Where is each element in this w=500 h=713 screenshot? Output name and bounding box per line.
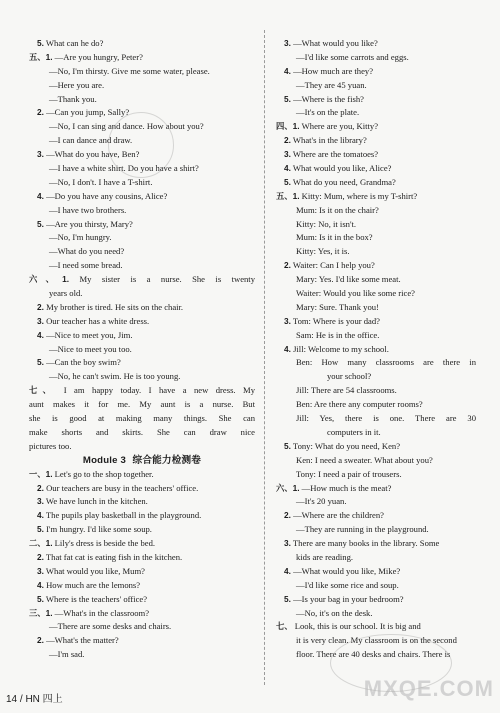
item-text: Kitty: No, it isn't. bbox=[296, 218, 357, 229]
item-text: Mary: Yes. I'd like some meat. bbox=[296, 274, 401, 285]
item-text: Jill: Welcome to my school. bbox=[290, 343, 389, 354]
item-text: Tom: Where is your dad? bbox=[290, 315, 380, 326]
text-line bbox=[276, 218, 476, 232]
text-line bbox=[276, 301, 476, 315]
item-text: —I have a white shirt. Do you have a shirt? bbox=[49, 163, 199, 174]
text-line bbox=[29, 315, 255, 329]
item-text: —No, it's on the desk. bbox=[296, 607, 373, 618]
text-line bbox=[276, 593, 476, 607]
item-text: —It's 20 yuan. bbox=[296, 496, 347, 507]
text-line bbox=[276, 454, 476, 468]
text-line bbox=[29, 620, 255, 634]
item-number: 七、 bbox=[276, 621, 293, 632]
text-line bbox=[29, 495, 255, 509]
item-text: —Do you have any cousins, Alice? bbox=[43, 190, 168, 201]
text-line bbox=[276, 398, 476, 412]
text-line bbox=[276, 120, 476, 134]
item-text: —I need some bread. bbox=[49, 260, 123, 271]
item-number: 六、1. bbox=[276, 482, 300, 493]
item-number: 5. bbox=[37, 524, 44, 535]
item-text: Our teacher has a white dress. bbox=[43, 315, 150, 326]
text-line bbox=[276, 204, 476, 218]
item-text: —What would you like, Mike? bbox=[290, 565, 401, 576]
text-line bbox=[276, 176, 476, 190]
column-divider bbox=[264, 30, 265, 685]
text-line bbox=[29, 551, 255, 565]
watermark: MXQE.COM bbox=[363, 676, 494, 701]
text-line bbox=[276, 551, 476, 565]
text-line bbox=[276, 620, 476, 634]
item-text: Our teachers are busy in the teachers' office. bbox=[43, 482, 199, 493]
item-text: Let's go to the shop together. bbox=[52, 468, 154, 479]
item-number: 5. bbox=[284, 593, 291, 604]
item-number: 5. bbox=[284, 176, 291, 187]
item-text: What can he do? bbox=[43, 38, 104, 48]
item-text: Look, this is our school. It is big and bbox=[292, 621, 421, 632]
item-number: 5. bbox=[37, 218, 44, 229]
text-line bbox=[276, 509, 476, 523]
text-line bbox=[276, 259, 476, 273]
item-number: 2. bbox=[37, 482, 44, 493]
text-line bbox=[29, 607, 255, 621]
item-text: —How much is the meat? bbox=[299, 482, 392, 493]
text-line bbox=[276, 523, 476, 537]
item-text: My sister is a nurse. She is twenty bbox=[69, 274, 255, 285]
text-line bbox=[276, 468, 476, 482]
item-number: 4. bbox=[37, 329, 44, 340]
item-number: 4. bbox=[284, 65, 291, 76]
text-line bbox=[29, 370, 255, 384]
text-line bbox=[29, 440, 255, 454]
item-text: —Nice to meet you, Jim. bbox=[43, 329, 133, 340]
text-line bbox=[276, 231, 476, 245]
item-text: make shorts and skirts. She can draw nice bbox=[29, 426, 255, 437]
item-text: The pupils play basketball in the playground. bbox=[43, 510, 202, 521]
item-number: 3. bbox=[37, 496, 44, 507]
text-line bbox=[29, 245, 255, 259]
text-line bbox=[29, 384, 255, 398]
text-line bbox=[276, 384, 476, 398]
text-line bbox=[29, 190, 255, 204]
item-number: 4. bbox=[284, 343, 291, 354]
item-text: it is very clean. My classroom is on the second bbox=[296, 635, 457, 646]
item-text: Mum: Is it in the box? bbox=[296, 232, 373, 243]
text-line bbox=[276, 79, 476, 93]
text-line bbox=[29, 482, 255, 496]
text-line bbox=[276, 287, 476, 301]
item-number: 5. bbox=[284, 440, 291, 451]
text-line bbox=[29, 231, 255, 245]
text-line bbox=[29, 301, 255, 315]
text-line bbox=[276, 370, 476, 384]
item-number: 2. bbox=[284, 135, 291, 146]
item-text: Ben: Are there any computer rooms? bbox=[296, 399, 423, 410]
item-text: —No, I'm thirsty. Give me some water, please. bbox=[49, 65, 210, 76]
item-text: That fat cat is eating fish in the kitchen. bbox=[43, 551, 183, 562]
item-text: —No, I'm hungry. bbox=[49, 232, 112, 243]
text-line bbox=[276, 329, 476, 343]
text-line bbox=[276, 51, 476, 65]
item-number: 4. bbox=[37, 190, 44, 201]
text-line bbox=[29, 356, 255, 370]
item-text: Waiter: Can I help you? bbox=[290, 260, 375, 271]
item-text: —No, he can't swim. He is too young. bbox=[49, 371, 181, 382]
item-text: —What would you like? bbox=[290, 38, 378, 48]
text-line bbox=[276, 93, 476, 107]
text-line bbox=[276, 315, 476, 329]
item-number: 3. bbox=[37, 315, 44, 326]
item-number: 2. bbox=[284, 510, 291, 521]
text-line bbox=[29, 204, 255, 218]
text-line bbox=[29, 37, 255, 51]
item-number: 2. bbox=[37, 301, 44, 312]
item-text: Mary: Sure. Thank you! bbox=[296, 301, 379, 312]
item-text: —It's on the plate. bbox=[296, 107, 360, 118]
item-text: Tony: I need a pair of trousers. bbox=[296, 468, 402, 479]
text-line bbox=[276, 440, 476, 454]
item-text: What do you need, Grandma? bbox=[290, 176, 396, 187]
item-number: 3. bbox=[37, 149, 44, 160]
item-number: 四、1. bbox=[276, 121, 300, 132]
text-line bbox=[276, 426, 476, 440]
item-text: she is good at making many things. She can bbox=[29, 413, 255, 424]
item-text: floor. There are 40 desks and chairs. There is bbox=[296, 649, 451, 660]
item-number: 二、1. bbox=[29, 538, 53, 549]
text-line bbox=[276, 190, 476, 204]
text-line bbox=[276, 537, 476, 551]
text-line bbox=[29, 634, 255, 648]
text-line bbox=[29, 259, 255, 273]
item-text: your school? bbox=[327, 371, 372, 382]
item-text: Ken: I need a sweater. What about you? bbox=[296, 454, 433, 465]
item-number: 5. bbox=[37, 593, 44, 604]
text-line bbox=[29, 523, 255, 537]
module-title: 综合能力检测卷 bbox=[132, 454, 202, 466]
text-line bbox=[29, 51, 255, 65]
item-text: Jill: There are 54 classrooms. bbox=[296, 385, 397, 396]
item-number: 六、1. bbox=[29, 274, 70, 285]
text-line bbox=[276, 148, 476, 162]
item-text: —They are 45 yuan. bbox=[296, 79, 367, 90]
item-number: 五、1. bbox=[29, 51, 53, 62]
text-line bbox=[29, 454, 255, 468]
item-text: —Here you are. bbox=[49, 79, 105, 90]
page-footer: 14 / HN 四上 bbox=[6, 694, 63, 705]
text-line bbox=[276, 65, 476, 79]
item-text: —What do you have, Ben? bbox=[43, 149, 140, 160]
item-number: 三、1. bbox=[29, 607, 53, 618]
text-line bbox=[29, 273, 255, 287]
item-number: 2. bbox=[37, 107, 44, 118]
item-text: I am happy today. I have a new dress. My bbox=[56, 385, 255, 396]
item-text: Lily's dress is beside the bed. bbox=[52, 538, 156, 549]
item-text: What would you like, Mum? bbox=[43, 565, 145, 576]
item-number: 3. bbox=[37, 565, 44, 576]
text-line bbox=[276, 245, 476, 259]
item-text: —I'm sad. bbox=[49, 649, 85, 660]
item-text: Mum: Is it on the chair? bbox=[296, 204, 379, 215]
item-text: —Where is the fish? bbox=[290, 93, 364, 104]
item-text: —I can dance and draw. bbox=[49, 135, 133, 146]
item-text: —Is your bag in your bedroom? bbox=[290, 593, 404, 604]
item-text: —Thank you. bbox=[49, 93, 97, 104]
text-line bbox=[276, 134, 476, 148]
item-number: 一、1. bbox=[29, 468, 53, 479]
item-text: aunt makes it for me. My aunt is a nurse. But bbox=[29, 399, 255, 410]
item-number: 2. bbox=[284, 260, 291, 271]
module-label: Module 3 bbox=[82, 454, 127, 466]
item-text: kids are reading. bbox=[296, 551, 354, 562]
item-text: Waiter: Would you like some rice? bbox=[296, 288, 415, 299]
item-number: 5. bbox=[37, 38, 44, 48]
item-number: 4. bbox=[37, 579, 44, 590]
text-line bbox=[29, 329, 255, 343]
item-text: —No, I don't. I have a T-shirt. bbox=[49, 176, 153, 187]
item-text: Kitty: Mum, where is my T-shirt? bbox=[299, 190, 418, 201]
item-number: 4. bbox=[37, 510, 44, 521]
text-line bbox=[29, 565, 255, 579]
text-line bbox=[29, 509, 255, 523]
item-text: —What's the matter? bbox=[43, 635, 119, 646]
item-text: We have lunch in the kitchen. bbox=[43, 496, 148, 507]
item-number: 3. bbox=[284, 315, 291, 326]
text-line bbox=[29, 65, 255, 79]
item-number: 3. bbox=[284, 38, 291, 48]
item-text: Where are you, Kitty? bbox=[299, 121, 379, 132]
text-line bbox=[29, 648, 255, 662]
text-line bbox=[29, 79, 255, 93]
item-text: —How much are they? bbox=[290, 65, 374, 76]
item-number: 五、1. bbox=[276, 190, 300, 201]
text-line bbox=[276, 343, 476, 357]
text-line bbox=[276, 495, 476, 509]
item-number: 七、 bbox=[29, 385, 57, 396]
text-line bbox=[29, 537, 255, 551]
text-line bbox=[276, 482, 476, 496]
text-line bbox=[29, 343, 255, 357]
text-line bbox=[29, 426, 255, 440]
item-text: Sam: He is in the office. bbox=[296, 329, 380, 340]
stamp-mark-left bbox=[108, 112, 174, 178]
item-text: —They are running in the playground. bbox=[296, 524, 429, 535]
text-line bbox=[276, 162, 476, 176]
item-text: How much are the lemons? bbox=[43, 579, 141, 590]
item-number: 2. bbox=[37, 551, 44, 562]
text-line bbox=[276, 412, 476, 426]
text-line bbox=[29, 412, 255, 426]
item-text: What's in the library? bbox=[290, 135, 367, 146]
text-line bbox=[29, 468, 255, 482]
text-line bbox=[29, 398, 255, 412]
text-line bbox=[276, 565, 476, 579]
item-number: 5. bbox=[37, 357, 44, 368]
item-text: —Nice to meet you too. bbox=[49, 343, 132, 354]
item-text: Tony: What do you need, Ken? bbox=[290, 440, 401, 451]
text-line bbox=[29, 287, 255, 301]
item-text: Where are the tomatoes? bbox=[290, 149, 379, 160]
text-line bbox=[29, 93, 255, 107]
item-number: 4. bbox=[284, 163, 291, 174]
item-text: My brother is tired. He sits on the chair. bbox=[43, 301, 184, 312]
item-text: —What do you need? bbox=[49, 246, 125, 257]
item-text: pictures too. bbox=[29, 440, 72, 451]
item-text: Where is the teachers' office? bbox=[43, 593, 148, 604]
item-text: years old. bbox=[49, 288, 83, 299]
item-text: —Can you jump, Sally? bbox=[43, 107, 130, 118]
text-line bbox=[276, 579, 476, 593]
item-number: 2. bbox=[37, 635, 44, 646]
item-number: 4. bbox=[284, 565, 291, 576]
text-line bbox=[29, 593, 255, 607]
text-line bbox=[29, 579, 255, 593]
text-line bbox=[276, 37, 476, 51]
item-text: I'm hungry. I'd like some soup. bbox=[43, 524, 152, 535]
item-text: —I'd like some carrots and eggs. bbox=[296, 51, 409, 62]
right-column bbox=[276, 37, 476, 662]
item-text: Jill: Yes, there is one. There are 30 bbox=[296, 413, 476, 424]
item-text: —Are you thirsty, Mary? bbox=[43, 218, 133, 229]
item-text: —No, I can sing and dance. How about you? bbox=[49, 121, 204, 132]
item-text: —Are you hungry, Peter? bbox=[52, 51, 143, 62]
item-number: 3. bbox=[284, 538, 291, 549]
text-line bbox=[276, 106, 476, 120]
item-text: —There are some desks and chairs. bbox=[49, 621, 172, 632]
text-line bbox=[276, 273, 476, 287]
item-text: computers in it. bbox=[327, 426, 381, 437]
text-line bbox=[29, 218, 255, 232]
text-line bbox=[276, 607, 476, 621]
item-text: What would you like, Alice? bbox=[290, 163, 392, 174]
item-number: 5. bbox=[284, 93, 291, 104]
item-text: Kitty: Yes, it is. bbox=[296, 246, 350, 257]
item-text: —Where are the children? bbox=[290, 510, 384, 521]
item-text: —What's in the classroom? bbox=[52, 607, 150, 618]
text-line bbox=[276, 356, 476, 370]
item-text: —Can the boy swim? bbox=[43, 357, 121, 368]
item-text: There are many books in the library. Some bbox=[290, 538, 440, 549]
item-text: —I have two brothers. bbox=[49, 204, 127, 215]
item-text: Ben: How many classrooms are there in bbox=[296, 357, 476, 368]
item-text: —I'd like some rice and soup. bbox=[296, 579, 399, 590]
item-number: 3. bbox=[284, 149, 291, 160]
